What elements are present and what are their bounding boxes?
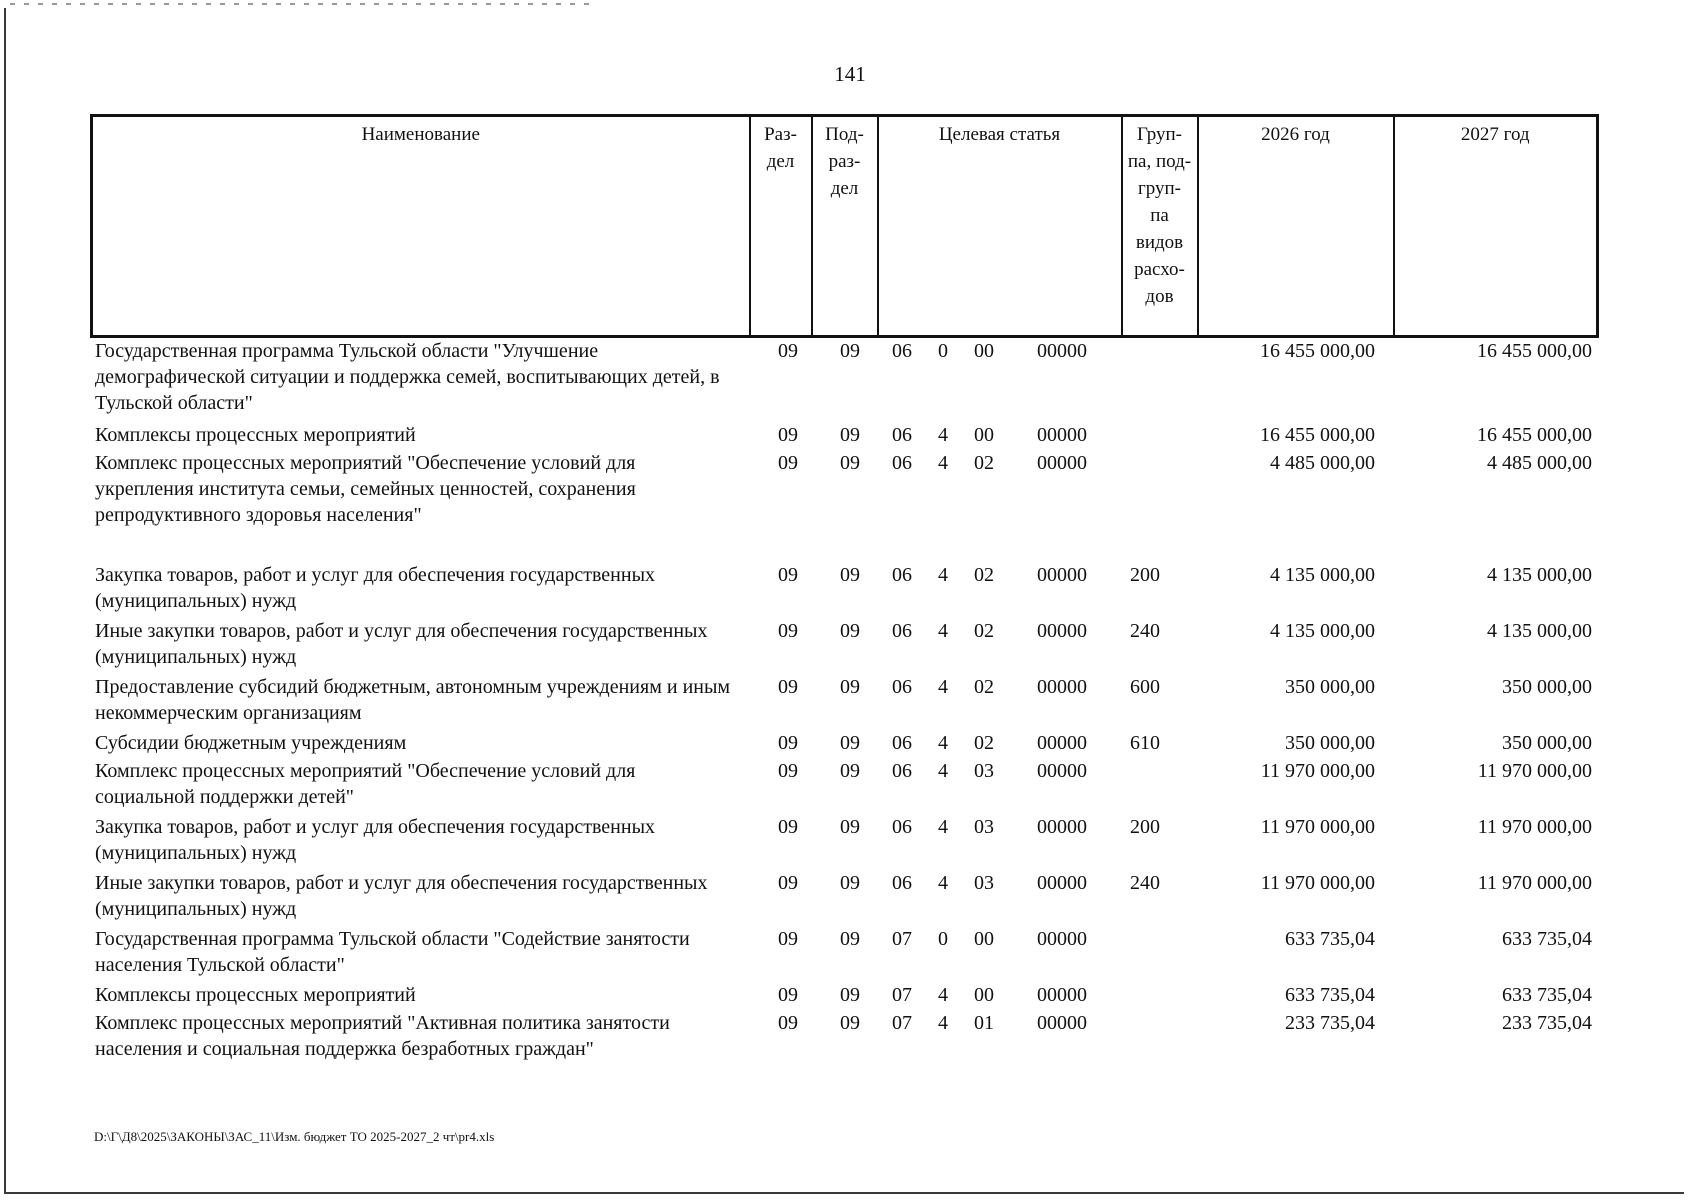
cell-target-type: 4 bbox=[938, 424, 948, 446]
cell-razdel: 09 bbox=[778, 620, 798, 642]
footer-file-path: D:\Г\Д8\2025\ЗАКОНЫ\ЗАС_11\Изм. бюджет ТО 2025-2027_2 чт\pr4.xls bbox=[94, 1129, 495, 1144]
cell-expense-group: 200 bbox=[1130, 564, 1160, 586]
cell-razdel: 09 bbox=[778, 816, 798, 838]
cell-target-direction: 00000 bbox=[1037, 676, 1087, 698]
table-row bbox=[90, 758, 1596, 814]
cell-razdel: 09 bbox=[778, 760, 798, 782]
table-row bbox=[90, 562, 1596, 618]
header-razdel: Раз- дел bbox=[750, 116, 812, 337]
table-row bbox=[90, 926, 1596, 982]
cell-target-type: 0 bbox=[938, 340, 948, 362]
cell-expense-group: 240 bbox=[1130, 620, 1160, 642]
cell-name: Комплексы процессных мероприятий bbox=[95, 424, 416, 446]
cell-razdel: 09 bbox=[778, 424, 798, 446]
cell-target-type: 4 bbox=[938, 676, 948, 698]
cell-amount-2027: 633 735,04 bbox=[1502, 984, 1592, 1006]
cell-amount-2027: 4 135 000,00 bbox=[1487, 564, 1592, 586]
cell-target-direction: 00000 bbox=[1037, 872, 1087, 894]
cell-amount-2027: 16 455 000,00 bbox=[1477, 340, 1592, 362]
cell-amount-2026: 11 970 000,00 bbox=[1260, 816, 1375, 838]
cell-amount-2027: 233 735,04 bbox=[1502, 1012, 1592, 1034]
cell-target-direction: 00000 bbox=[1037, 620, 1087, 642]
cell-razdel: 09 bbox=[778, 340, 798, 362]
cell-razdel: 09 bbox=[778, 676, 798, 698]
cell-target-program: 06 bbox=[892, 816, 912, 838]
scan-edge-left bbox=[4, 8, 6, 1194]
cell-amount-2026: 16 455 000,00 bbox=[1260, 424, 1375, 446]
cell-podrazdel: 09 bbox=[840, 452, 860, 474]
table-body bbox=[90, 338, 1596, 1066]
cell-name: Комплекс процессных мероприятий "Обеспечение условий для социальной поддержки детей" bbox=[95, 760, 636, 808]
cell-target-complex: 02 bbox=[974, 564, 994, 586]
cell-target-type: 4 bbox=[938, 872, 948, 894]
cell-expense-group: 240 bbox=[1130, 872, 1160, 894]
cell-target-direction: 00000 bbox=[1037, 816, 1087, 838]
cell-target-complex: 03 bbox=[974, 872, 994, 894]
cell-target-program: 06 bbox=[892, 340, 912, 362]
cell-amount-2026: 4 135 000,00 bbox=[1270, 564, 1375, 586]
cell-target-complex: 03 bbox=[974, 816, 994, 838]
cell-target-complex: 02 bbox=[974, 676, 994, 698]
cell-target-program: 07 bbox=[892, 1012, 912, 1034]
cell-target-program: 06 bbox=[892, 732, 912, 754]
cell-target-program: 06 bbox=[892, 620, 912, 642]
cell-target-direction: 00000 bbox=[1037, 424, 1087, 446]
scan-edge-bottom bbox=[4, 1192, 1684, 1194]
cell-razdel: 09 bbox=[778, 732, 798, 754]
table-row bbox=[90, 730, 1596, 758]
cell-target-type: 4 bbox=[938, 620, 948, 642]
cell-razdel: 09 bbox=[778, 984, 798, 1006]
table-row bbox=[90, 338, 1596, 422]
cell-target-complex: 00 bbox=[974, 928, 994, 950]
cell-amount-2027: 4 485 000,00 bbox=[1487, 452, 1592, 474]
cell-amount-2027: 350 000,00 bbox=[1502, 676, 1592, 698]
cell-amount-2026: 633 735,04 bbox=[1285, 928, 1375, 950]
cell-name: Комплекс процессных мероприятий "Обеспечение условий для укрепления института семьи, семейных ценностей, сохранения репродуктивного здоровья населения" bbox=[95, 452, 636, 526]
cell-amount-2027: 11 970 000,00 bbox=[1477, 872, 1592, 894]
cell-target-type: 4 bbox=[938, 564, 948, 586]
cell-target-complex: 01 bbox=[974, 1012, 994, 1034]
table-row bbox=[90, 618, 1596, 674]
cell-name: Государственная программа Тульской области "Улучшение демографической ситуации и поддержка семей, воспитывающих детей, в Тульской области" bbox=[95, 340, 720, 414]
cell-target-type: 4 bbox=[938, 732, 948, 754]
cell-name: Комплекс процессных мероприятий "Активная политика занятости населения и социальная поддержка безработных граждан" bbox=[95, 1012, 670, 1060]
cell-amount-2027: 11 970 000,00 bbox=[1477, 760, 1592, 782]
header-group: Груп- па, под- груп- па видов расхо- дов bbox=[1122, 116, 1198, 337]
cell-amount-2026: 11 970 000,00 bbox=[1260, 760, 1375, 782]
header-name: Наименование bbox=[92, 116, 750, 337]
cell-target-type: 4 bbox=[938, 984, 948, 1006]
table-header bbox=[90, 114, 1599, 338]
cell-podrazdel: 09 bbox=[840, 564, 860, 586]
cell-amount-2027: 16 455 000,00 bbox=[1477, 424, 1592, 446]
cell-amount-2026: 4 485 000,00 bbox=[1270, 452, 1375, 474]
cell-razdel: 09 bbox=[778, 872, 798, 894]
cell-target-complex: 00 bbox=[974, 340, 994, 362]
cell-podrazdel: 09 bbox=[840, 984, 860, 1006]
cell-target-type: 4 bbox=[938, 760, 948, 782]
cell-amount-2027: 350 000,00 bbox=[1502, 732, 1592, 754]
cell-amount-2026: 350 000,00 bbox=[1285, 732, 1375, 754]
cell-target-direction: 00000 bbox=[1037, 564, 1087, 586]
cell-target-direction: 00000 bbox=[1037, 984, 1087, 1006]
cell-target-program: 06 bbox=[892, 676, 912, 698]
table-row bbox=[90, 674, 1596, 730]
cell-target-type: 0 bbox=[938, 928, 948, 950]
cell-target-complex: 00 bbox=[974, 424, 994, 446]
table-row bbox=[90, 450, 1596, 562]
cell-podrazdel: 09 bbox=[840, 760, 860, 782]
cell-target-complex: 00 bbox=[974, 984, 994, 1006]
cell-amount-2026: 11 970 000,00 bbox=[1260, 872, 1375, 894]
cell-target-complex: 02 bbox=[974, 452, 994, 474]
cell-name: Закупка товаров, работ и услуг для обеспечения государственных (муниципальных) нужд bbox=[95, 816, 656, 864]
cell-amount-2026: 16 455 000,00 bbox=[1260, 340, 1375, 362]
cell-target-direction: 00000 bbox=[1037, 732, 1087, 754]
cell-target-program: 06 bbox=[892, 564, 912, 586]
cell-target-direction: 00000 bbox=[1037, 928, 1087, 950]
cell-name: Предоставление субсидий бюджетным, автономным учреждениям и иным некоммерческим организациям bbox=[95, 676, 731, 724]
cell-target-complex: 02 bbox=[974, 620, 994, 642]
cell-expense-group: 610 bbox=[1130, 732, 1160, 754]
cell-target-type: 4 bbox=[938, 452, 948, 474]
cell-target-program: 07 bbox=[892, 928, 912, 950]
cell-amount-2027: 633 735,04 bbox=[1502, 928, 1592, 950]
cell-target-type: 4 bbox=[938, 1012, 948, 1034]
header-year-2026: 2026 год bbox=[1198, 116, 1394, 337]
cell-target-program: 06 bbox=[892, 424, 912, 446]
cell-name: Иные закупки товаров, работ и услуг для обеспечения государственных (муниципальных) нужд bbox=[95, 620, 708, 668]
table-row bbox=[90, 982, 1596, 1010]
cell-name: Закупка товаров, работ и услуг для обеспечения государственных (муниципальных) нужд bbox=[95, 564, 656, 612]
cell-amount-2027: 4 135 000,00 bbox=[1487, 620, 1592, 642]
cell-podrazdel: 09 bbox=[840, 424, 860, 446]
header-podrazdel: Под- раз- дел bbox=[812, 116, 878, 337]
cell-podrazdel: 09 bbox=[840, 340, 860, 362]
cell-target-program: 06 bbox=[892, 452, 912, 474]
cell-razdel: 09 bbox=[778, 564, 798, 586]
cell-podrazdel: 09 bbox=[840, 816, 860, 838]
cell-target-direction: 00000 bbox=[1037, 1012, 1087, 1034]
cell-target-program: 06 bbox=[892, 872, 912, 894]
cell-podrazdel: 09 bbox=[840, 732, 860, 754]
table-row bbox=[90, 1010, 1596, 1066]
cell-amount-2026: 350 000,00 bbox=[1285, 676, 1375, 698]
cell-amount-2026: 233 735,04 bbox=[1285, 1012, 1375, 1034]
cell-target-program: 06 bbox=[892, 760, 912, 782]
cell-amount-2026: 4 135 000,00 bbox=[1270, 620, 1375, 642]
cell-expense-group: 200 bbox=[1130, 816, 1160, 838]
cell-podrazdel: 09 bbox=[840, 1012, 860, 1034]
cell-expense-group: 600 bbox=[1130, 676, 1160, 698]
cell-podrazdel: 09 bbox=[840, 928, 860, 950]
table-row bbox=[90, 814, 1596, 870]
cell-target-program: 07 bbox=[892, 984, 912, 1006]
table-row bbox=[90, 870, 1596, 926]
cell-target-direction: 00000 bbox=[1037, 760, 1087, 782]
cell-target-direction: 00000 bbox=[1037, 340, 1087, 362]
cell-name: Комплексы процессных мероприятий bbox=[95, 984, 416, 1006]
page-number: 141 bbox=[834, 62, 866, 86]
cell-podrazdel: 09 bbox=[840, 872, 860, 894]
header-year-2027: 2027 год bbox=[1394, 116, 1598, 337]
cell-amount-2026: 633 735,04 bbox=[1285, 984, 1375, 1006]
header-target-article: Целевая статья bbox=[878, 116, 1122, 337]
cell-target-complex: 02 bbox=[974, 732, 994, 754]
scan-edge-top bbox=[10, 3, 590, 5]
cell-podrazdel: 09 bbox=[840, 620, 860, 642]
cell-target-complex: 03 bbox=[974, 760, 994, 782]
cell-razdel: 09 bbox=[778, 928, 798, 950]
cell-podrazdel: 09 bbox=[840, 676, 860, 698]
cell-amount-2027: 11 970 000,00 bbox=[1477, 816, 1592, 838]
cell-razdel: 09 bbox=[778, 1012, 798, 1034]
cell-razdel: 09 bbox=[778, 452, 798, 474]
table-row bbox=[90, 422, 1596, 450]
cell-target-type: 4 bbox=[938, 816, 948, 838]
cell-name: Иные закупки товаров, работ и услуг для обеспечения государственных (муниципальных) нужд bbox=[95, 872, 708, 920]
cell-target-direction: 00000 bbox=[1037, 452, 1087, 474]
cell-name: Государственная программа Тульской области "Содействие занятости населения Тульской области" bbox=[95, 928, 690, 976]
cell-name: Субсидии бюджетным учреждениям bbox=[95, 732, 407, 754]
